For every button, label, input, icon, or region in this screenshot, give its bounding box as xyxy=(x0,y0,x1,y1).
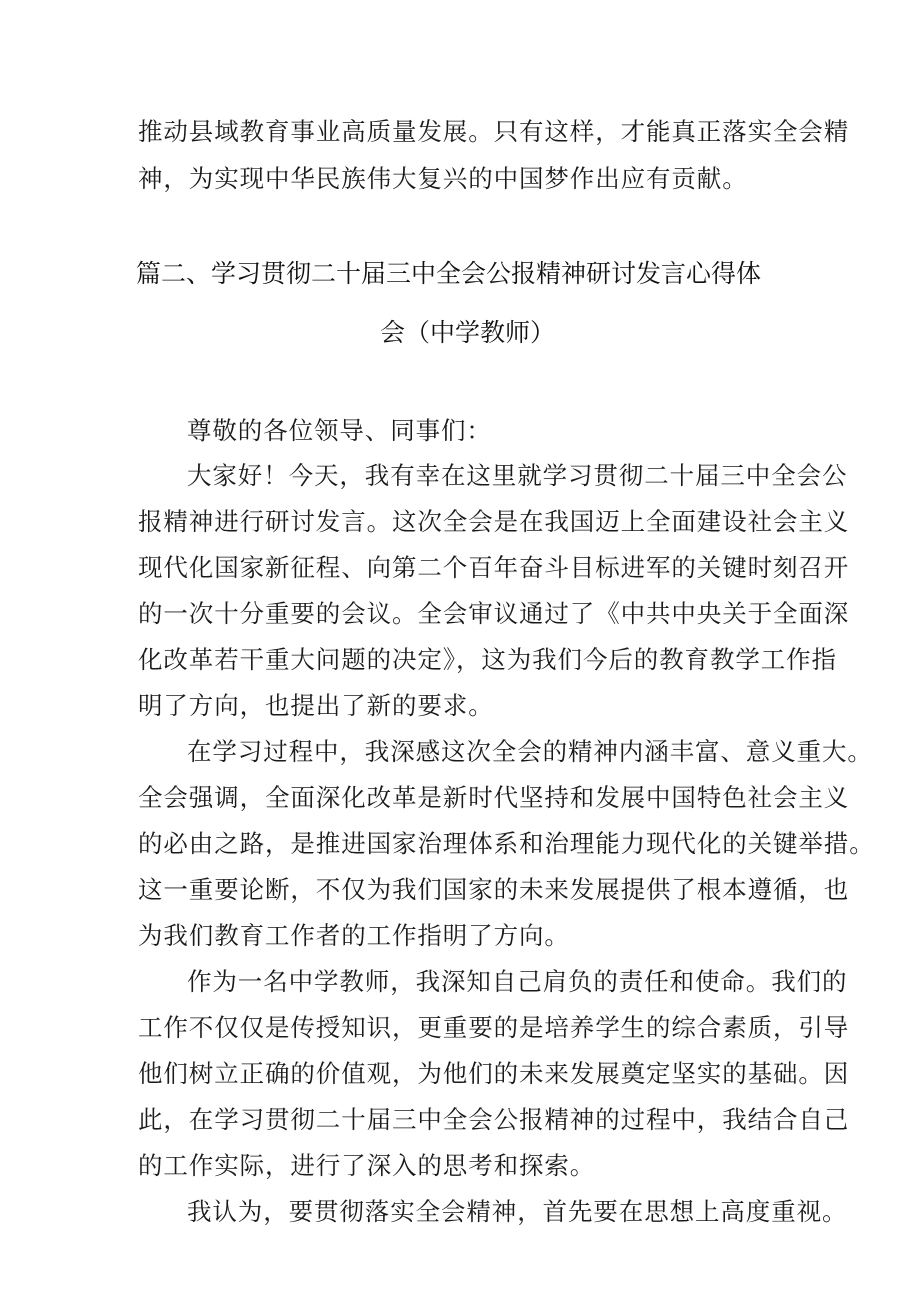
body-line: 全会强调，全面深化改革是新时代坚持和发展中国特色社会主义 xyxy=(138,783,850,812)
body-line: 工作不仅仅是传授知识，更重要的是培养学生的综合素质，引导 xyxy=(138,1013,850,1042)
body-line: 作为一名中学教师，我深知自己肩负的责任和使命。我们的 xyxy=(187,967,848,996)
body-line: 在学习过程中，我深感这次全会的精神内涵丰富、意义重大。 xyxy=(187,737,873,766)
body-line: 的一次十分重要的会议。全会审议通过了《中共中央关于全面深 xyxy=(138,599,850,628)
salutation-line: 尊敬的各位领导、同事们： xyxy=(187,416,492,445)
body-line: 化改革若干重大问题的决定》，这为我们今后的教育教学工作指 xyxy=(138,645,837,674)
body-line: 为我们教育工作者的工作指明了方向。 xyxy=(138,921,570,950)
section-title-line-1: 篇二、学习贯彻二十届三中全会公报精神研讨发言心得体 xyxy=(136,259,762,288)
body-line: 此，在学习贯彻二十届三中全会公报精神的过程中，我结合自己 xyxy=(138,1105,850,1134)
body-line: 报精神进行研讨发言。这次全会是在我国迈上全面建设社会主义 xyxy=(138,507,850,536)
body-line: 我认为，要贯彻落实全会精神，首先要在思想上高度重视。 xyxy=(187,1197,848,1226)
body-line: 明了方向，也提出了新的要求。 xyxy=(138,691,494,720)
body-line: 他们树立正确的价值观，为他们的未来发展奠定坚实的基础。因 xyxy=(138,1059,850,1088)
body-line: 的必由之路，是推进国家治理体系和治理能力现代化的关键举措。 xyxy=(138,829,875,858)
body-line: 现代化国家新征程、向第二个百年奋斗目标进军的关键时刻召开 xyxy=(138,553,850,582)
body-line: 这一重要论断，不仅为我们国家的未来发展提供了根本遵循，也 xyxy=(138,875,850,904)
body-line: 的工作实际，进行了深入的思考和探索。 xyxy=(138,1151,596,1180)
section-title-line-2: 会（中学教师） xyxy=(380,318,556,347)
body-line: 大家好！今天，我有幸在这里就学习贯彻二十届三中全会公 xyxy=(187,461,848,490)
intro-line-2: 神，为实现中华民族伟大复兴的中国梦作出应有贡献。 xyxy=(138,164,748,193)
intro-line-1: 推动县域教育事业高质量发展。只有这样，才能真正落实全会精 xyxy=(138,117,850,146)
